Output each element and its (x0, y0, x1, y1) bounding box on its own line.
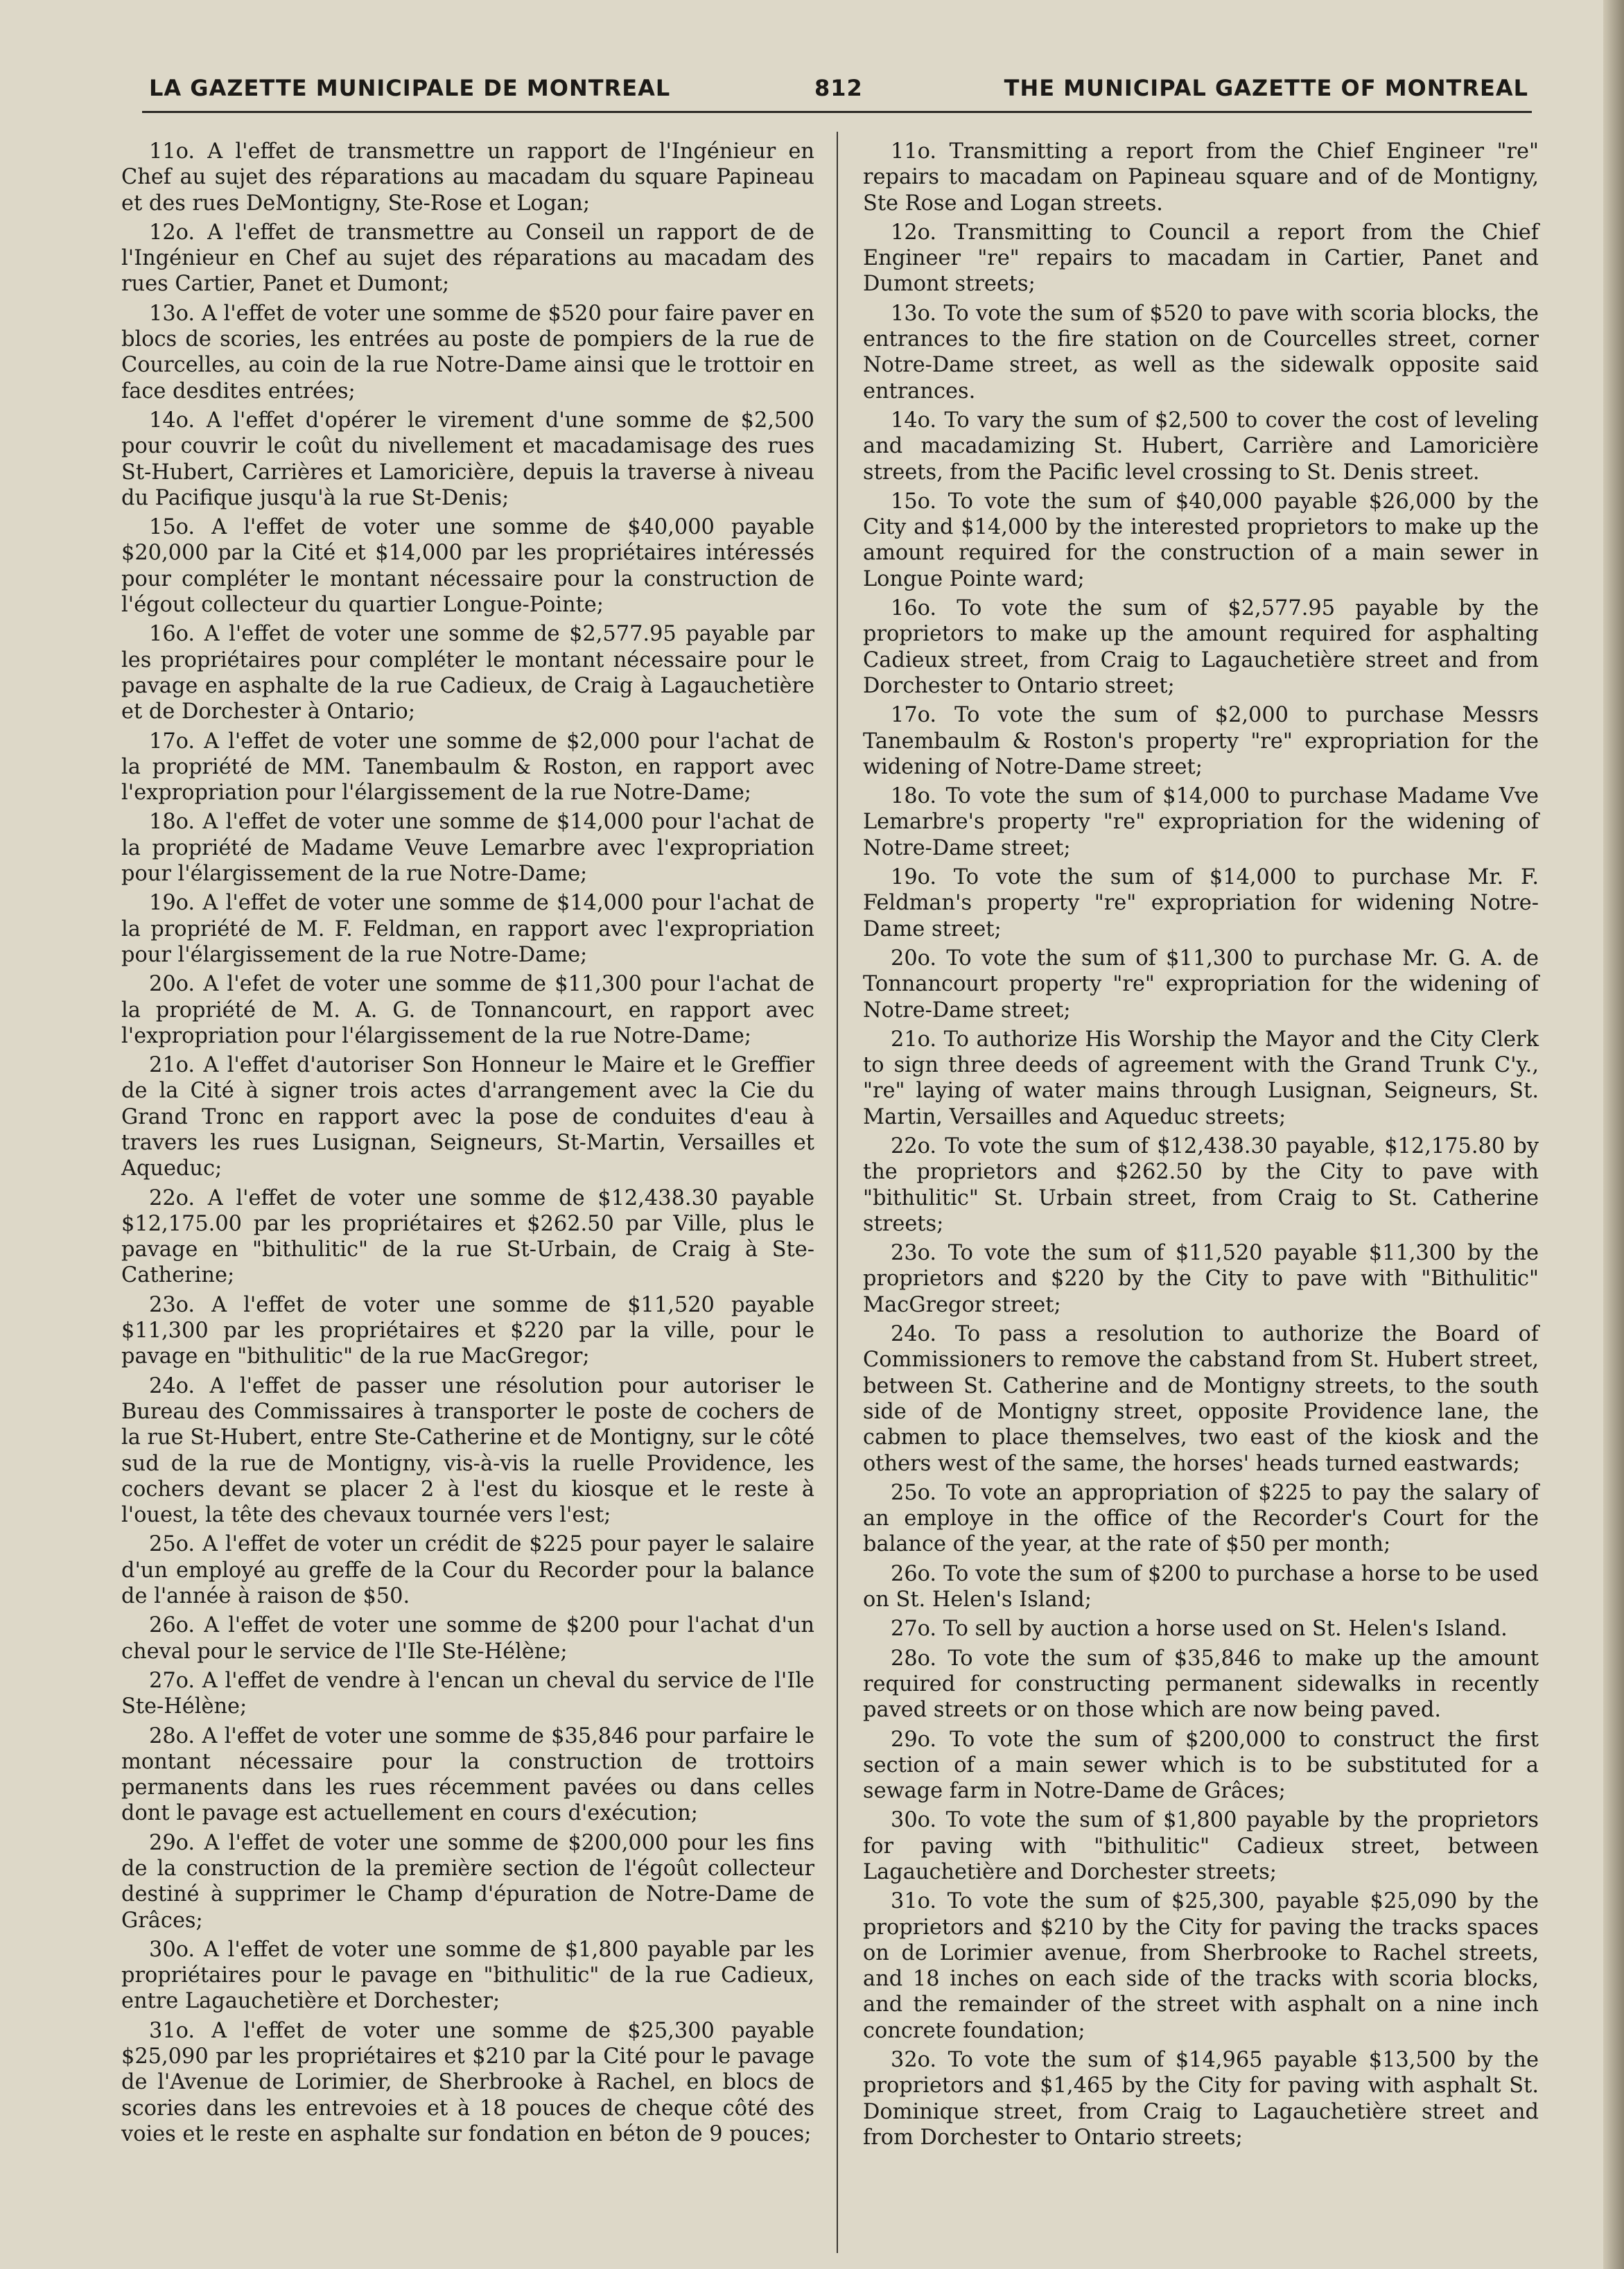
english-item: 31o. To vote the sum of $25,300, payable $25,090 by the proprietors and $210 by the City for paving the tracks spaces on de Lorimier avenue, from Sherbrooke to Rachel streets, and 18 inches on each side of the tracks with scoria blocks, and the remainder of the street with asphalt on a nine inch concrete foundation; (863, 1889, 1539, 2043)
french-item: 13o. A l'effet de voter une somme de $520 pour faire paver en blocs de scories, les entrées au poste de pompiers de la rue de Courcelles, au coin de la rue Notre-Dame ainsi que le trottoir en face desdites entrées; (121, 301, 814, 403)
page-number: 812 (814, 75, 863, 101)
header-rule (142, 111, 1532, 113)
french-item: 16o. A l'effet de voter une somme de $2,577.95 payable par les propriétaires pour compléter le montant nécessaire pour le pavage en asphalte de la rue Cadieux, de Craig à Lagauchetière et de Dorchester à Ontario; (121, 622, 814, 724)
french-item: 29o. A l'effet de voter une somme de $200,000 pour les fins de la construction de la première section de l'égoût collecteur destiné à supprimer le Champ d'épuration de Notre-Dame de Grâces; (121, 1830, 814, 1933)
french-item: 27o. A l'effet de vendre à l'encan un cheval du service de l'Ile Ste-Hélène; (121, 1668, 814, 1719)
french-item: 17o. A l'effet de voter une somme de $2,000 pour l'achat de la propriété de MM. Tanembaulm & Roston, en rapport avec l'expropriation pour l'élargissement de la rue Notre-Dame; (121, 729, 814, 806)
french-item: 14o. A l'effet d'opérer le virement d'une somme de $2,500 pour couvrir le coût du nivellement et macadamisage des rues St-Hubert, Carrières et Lamoricière, depuis la traverse à niveau du Pacifique jusqu'à la rue St-Denis; (121, 408, 814, 510)
english-item: 12o. Transmitting to Council a report from the Chief Engineer "re" repairs to macadam in Cartier, Panet and Dumont streets; (863, 220, 1539, 297)
french-item: 21o. A l'effet d'autoriser Son Honneur le Maire et le Greffier de la Cité à signer trois actes d'arrangement avec la Cie du Grand Tronc en rapport avec la pose de conduites d'eau à travers les rues Lusignan, Seigneurs, St-Martin, Versailles et Aqueduc; (121, 1053, 814, 1181)
french-item: 15o. A l'effet de voter une somme de $40,000 payable $20,000 par la Cité et $14,000 par les propriétaires intéressés pour compléter le montant nécessaire pour la construction de l'égout collecteur du quartier Longue-Pointe; (121, 515, 814, 618)
french-item: 28o. A l'effet de voter une somme de $35,846 pour parfaire le montant nécessaire pour la construction de trottoirs permanents dans les rues récemment pavées ou dans celles dont le pavage est actuellement en cours d'exécution; (121, 1723, 814, 1826)
english-item: 25o. To vote an appropriation of $225 to pay the salary of an employe in the office of the Recorder's Court for the balance of the year, at the rate of $50 per month; (863, 1480, 1539, 1557)
english-item: 32o. To vote the sum of $14,965 payable $13,500 by the proprietors and $1,465 by the City for paving with asphalt St. Dominique street, from Craig to Lagauchetière street and from Dorchester to Ontario streets; (863, 2048, 1539, 2150)
french-item: 22o. A l'effet de voter une somme de $12,438.30 payable $12,175.00 par les propriétaires et $262.50 par Ville, plus le pavage en "bithulitic" de la rue St-Urbain, de Craig à Ste-Catherine; (121, 1185, 814, 1288)
english-item: 17o. To vote the sum of $2,000 to purchase Messrs Tanembaulm & Roston's property "re" expropriation for the widening of Notre-Dame street; (863, 703, 1539, 779)
english-item: 18o. To vote the sum of $14,000 to purchase Madame Vve Lemarbre's property "re" expropriation for the widening of Notre-Dame street; (863, 784, 1539, 860)
english-item: 27o. To sell by auction a horse used on St. Helen's Island. (891, 1617, 1508, 1642)
french-item: 12o. A l'effet de transmettre au Conseil un rapport de de l'Ingénieur en Chef au sujet des réparations au macadam des rues Cartier, Panet et Dumont; (121, 220, 814, 297)
header-english-title: THE MUNICIPAL GAZETTE OF MONTREAL (1004, 75, 1528, 101)
english-item: 21o. To authorize His Worship the Mayor and the City Clerk to sign three deeds of agreement with the Grand Trunk C'y., "re" laying of water mains through Lusignan, Seigneurs, St. Martin, Versailles and Aqueduc streets; (863, 1027, 1539, 1129)
page-header (149, 75, 1528, 110)
english-item: 11o. Transmitting a report from the Chief Engineer "re" repairs to macadam on Papineau square and of de Montigny, Ste Rose and Logan streets. (863, 139, 1539, 216)
french-item: 19o. A l'effet de voter une somme de $14,000 pour l'achat de la propriété de M. F. Feldman, en rapport avec l'expropriation pour l'élargissement de la rue Notre-Dame; (121, 891, 814, 967)
english-item: 19o. To vote the sum of $14,000 to purchase Mr. F. Feldman's property "re" expropriation for widening Notre-Dame street; (863, 865, 1539, 941)
english-item: 16o. To vote the sum of $2,577.95 payable by the proprietors to make up the amount required for asphalting Cadieux street, from Craig to Lagauchetière street and from Dorchester to Ontario street; (863, 596, 1539, 698)
french-item: 18o. A l'effet de voter une somme de $14,000 pour l'achat de la propriété de Madame Veuve Lemarbre avec l'expropriation pour l'élargissement de la rue Notre-Dame; (121, 810, 814, 887)
french-item: 23o. A l'effet de voter une somme de $11,520 payable $11,300 par les propriétaires et $220 par la ville, pour le pavage en "bithulitic" de la rue MacGregor; (121, 1292, 814, 1369)
french-column (121, 139, 814, 2150)
french-item: 30o. A l'effet de voter une somme de $1,800 payable par les propriétaires pour le pavage en "bithulitic" de la rue Cadieux, entre Lagauchetière et Dorchester; (121, 1937, 814, 2014)
french-item: 20o. A l'efet de voter une somme de $11,300 pour l'achat de la propriété de M. A. G. de Tonnancourt, en rapport avec l'expropriation pour l'élargissement de la rue Notre-Dame; (121, 972, 814, 1048)
french-item: 25o. A l'effet de voter un crédit de $225 pour payer le salaire d'un employé au greffe de la Cour du Recorder pour la balance de l'année à raison de $50. (121, 1532, 814, 1609)
page-binding-edge (1603, 0, 1624, 2269)
french-item: 11o. A l'effet de transmettre un rapport de l'Ingénieur en Chef au sujet des réparations au macadam du square Papineau et des rues DeMontigny, Ste-Rose et Logan; (121, 139, 814, 216)
english-item: 13o. To vote the sum of $520 to pave with scoria blocks, the entrances to the fire station on de Courcelles street, corner Notre-Dame street, as well as the sidewalk opposite said entrances. (863, 301, 1539, 403)
english-item: 29o. To vote the sum of $200,000 to construct the first section of a main sewer which is to be substituted for a sewage farm in Notre-Dame de Grâces; (863, 1727, 1539, 1804)
english-item: 22o. To vote the sum of $12,438.30 payable, $12,175.80 by the proprietors and $262.50 by the City to pave with "bithulitic" St. Urbain street, from Craig to St. Catherine streets; (863, 1133, 1539, 1236)
column-divider (837, 132, 838, 2253)
header-french-title: LA GAZETTE MUNICIPALE DE MONTREAL (149, 75, 671, 101)
english-item: 14o. To vary the sum of $2,500 to cover the cost of leveling and macadamizing St. Hubert, Carrière and Lamoricière streets, from the Pacific level crossing to St. Denis street. (863, 408, 1539, 485)
english-item: 28o. To vote the sum of $35,846 to make up the amount required for constructing permanent sidewalks in recently paved streets or on those which are now being paved. (863, 1646, 1539, 1723)
english-item: 30o. To vote the sum of $1,800 payable by the proprietors for paving with "bithulitic" Cadieux street, between Lagauchetière and Dorchester streets; (863, 1808, 1539, 1884)
english-item: 26o. To vote the sum of $200 to purchase a horse to be used on St. Helen's Island; (863, 1561, 1539, 1612)
english-item: 15o. To vote the sum of $40,000 payable $26,000 by the City and $14,000 by the interested proprietors to make up the amount required for the construction of a main sewer in Longue Pointe ward; (863, 489, 1539, 591)
french-item: 24o. A l'effet de passer une résolution pour autoriser le Bureau des Commissaires à transporter le poste de cochers de la rue St-Hubert, entre Ste-Catherine et de Montigny, sur le côté sud de la rue de Montigny, vis-à-vis la ruelle Providence, les cochers devant se placer 2 à l'est du kiosque et le reste à l'ouest, la tête des chevaux tournée vers l'est; (121, 1373, 814, 1528)
english-item: 20o. To vote the sum of $11,300 to purchase Mr. G. A. de Tonnancourt property "re" expropriation for the widening of Notre-Dame street; (863, 946, 1539, 1023)
french-item: 31o. A l'effet de voter une somme de $25,300 payable $25,090 par les propriétaires et $210 par la Cité pour le pavage de l'Avenue de Lorimier, de Sherbrooke à Rachel, en blocs de scories dans les entrevoies et à 18 pouces de cheque côté des voies et le reste en asphalte sur fondation en béton de 9 pouces; (121, 2018, 814, 2146)
english-item: 24o. To pass a resolution to authorize the Board of Commissioners to remove the cabstand from St. Hubert street, between St. Catherine and de Montigny streets, to the south side of de Montigny street, opposite Providence lane, the cabmen to place themselves, two east of the kiosk and the others west of the same, the horses' heads turned eastwards; (863, 1322, 1539, 1476)
english-column (863, 139, 1539, 2154)
french-item: 26o. A l'effet de voter une somme de $200 pour l'achat d'un cheval pour le service de l'Ile Ste-Hélène; (121, 1613, 814, 1664)
english-item: 23o. To vote the sum of $11,520 payable $11,300 by the proprietors and $220 by the City to pave with "Bithulitic" MacGregor street; (863, 1241, 1539, 1317)
